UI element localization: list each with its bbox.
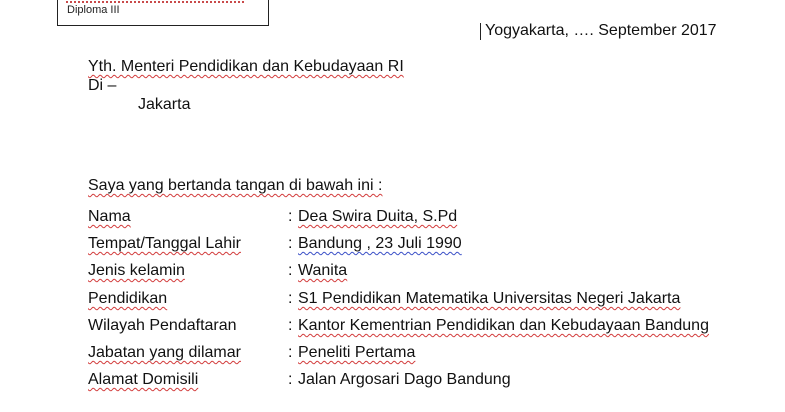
field-label: Tempat/Tanggal Lahir xyxy=(88,235,241,252)
field-value: Wanita xyxy=(298,262,348,279)
text-cursor xyxy=(480,23,481,40)
stamp-label: Diploma III xyxy=(67,4,120,16)
field-colon: : xyxy=(288,208,293,225)
field-label: Jenis kelamin xyxy=(88,262,185,279)
stamp-dotted-line xyxy=(66,1,244,3)
field-value: S1 Pendidikan Matematika Universitas Negeri Jakarta xyxy=(298,290,681,307)
field-colon: : xyxy=(288,371,293,388)
field-value: Dea Swira Duita, S.Pd xyxy=(298,208,458,225)
field-label: Pendidikan xyxy=(88,290,168,307)
field-colon: : xyxy=(288,290,293,307)
date-line: Yogyakarta, …. September 2017 xyxy=(485,22,717,39)
field-colon: : xyxy=(288,235,293,252)
field-value: Jalan Argosari Dago Bandung xyxy=(298,371,511,388)
addressee-city: Jakarta xyxy=(138,96,191,113)
field-colon: : xyxy=(288,262,293,279)
field-value: Kantor Kementrian Pendidikan dan Kebudayaan Bandung xyxy=(298,317,709,334)
addressee-line-1: Yth. Menteri Pendidikan dan Kebudayaan RI xyxy=(88,58,404,75)
field-value: Bandung , 23 Juli 1990 xyxy=(298,235,462,252)
field-label: Alamat Domisili xyxy=(88,371,199,388)
addressee-line-2: Di – xyxy=(88,77,117,94)
field-label: Wilayah Pendaftaran xyxy=(88,317,237,334)
intro-sentence: Saya yang bertanda tangan di bawah ini : xyxy=(88,177,383,194)
field-label: Jabatan yang dilamar xyxy=(88,344,241,361)
field-value: Peneliti Pertama xyxy=(298,344,416,361)
field-colon: : xyxy=(288,344,293,361)
field-label: Nama xyxy=(88,208,131,225)
field-colon: : xyxy=(288,317,293,334)
diploma-stamp-box xyxy=(57,0,269,26)
